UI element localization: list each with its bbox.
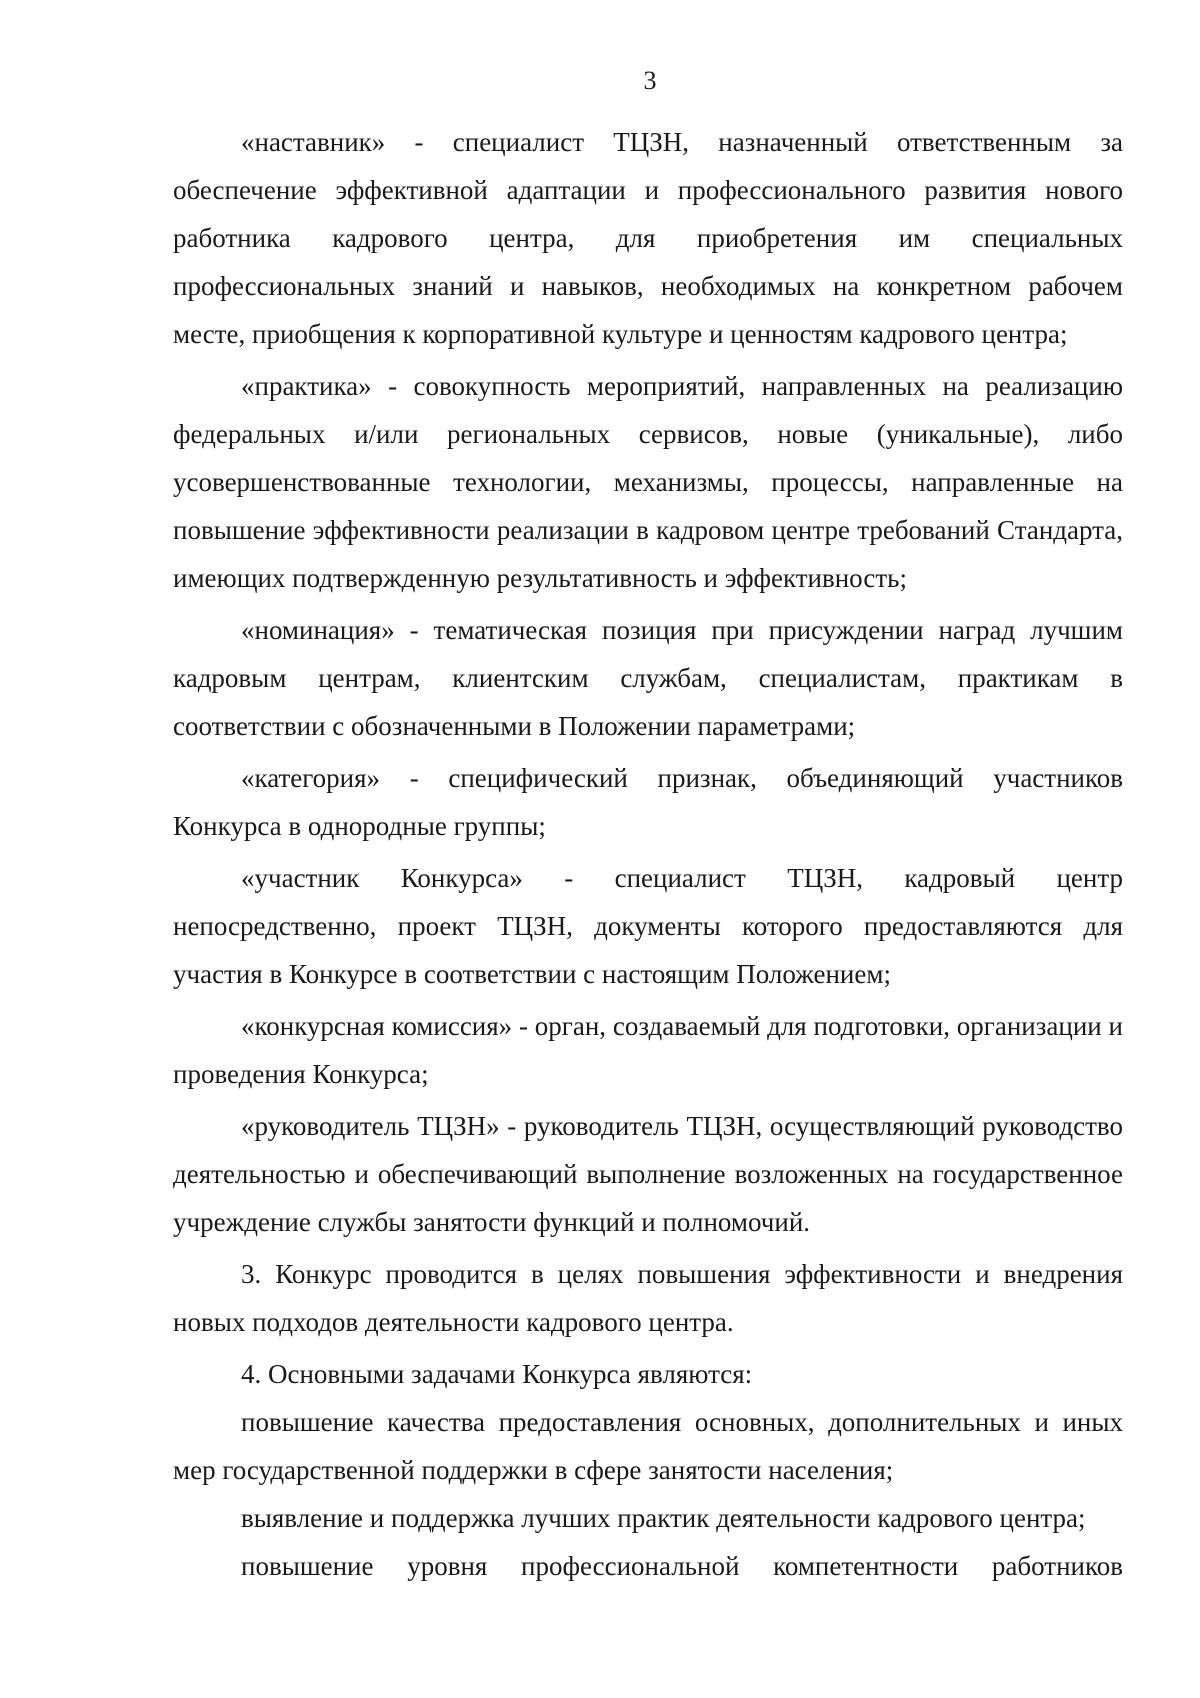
task-quality-improvement: повышение качества предоставления основных, дополнительных и иных мер государственной поддержки в сфере занятости населения; [173, 1407, 1123, 1485]
task-competence: повышение уровня профессиональной компетентности работников [241, 1551, 1123, 1581]
definition-head: «руководитель ТЦЗН» - руководитель ТЦЗН, осуществляющий руководство деятельностью и обеспечивающий выполнение возложенных на государственное учреждение службы занятости функций и полномочий. [173, 1111, 1123, 1237]
definition-participant: «участник Конкурса» - специалист ТЦЗН, кадровый центр непосредственно, проект ТЦЗН, документы которого предоставляются для участия в Конкурсе в соответствии с настоящим Положением; [173, 863, 1123, 989]
task-best-practices: выявление и поддержка лучших практик деятельности кадрового центра; [241, 1503, 1086, 1533]
document-body [173, 118, 1123, 1590]
definition-category: «категория» - специфический признак, объединяющий участников Конкурса в однородные группы; [173, 763, 1123, 841]
page-number: 3 [643, 66, 657, 95]
definition-commission: «конкурсная комиссия» - орган, создаваемый для подготовки, организации и проведения Конкурса; [173, 1011, 1123, 1089]
definition-practice: «практика» - совокупность мероприятий, направленных на реализацию федеральных и/или региональных сервисов, новые (уникальные), либо усовершенствованные технологии, механизмы, процессы, направленные на повышение эффективности реализации в кадровом центре требований Стандарта, имеющих подтвержденную результативность и эффективность; [173, 371, 1123, 593]
clause-4-tasks-heading: 4. Основными задачами Конкурса являются: [241, 1359, 753, 1389]
definition-nomination: «номинация» - тематическая позиция при присуждении наград лучшим кадровым центрам, клиентским службам, специалистам, практикам в соответствии с обозначенными в Положении параметрами; [173, 615, 1123, 741]
definition-mentor: «наставник» - специалист ТЦЗН, назначенный ответственным за обеспечение эффективной адаптации и профессионального развития нового работника кадрового центра, для приобретения им специальных профессиональных знаний и навыков, необходимых на конкретном рабочем месте, приобщения к корпоративной культуре и ценностям кадрового центра; [173, 127, 1123, 349]
clause-3-goal: 3. Конкурс проводится в целях повышения эффективности и внедрения новых подходов деятельности кадрового центра. [173, 1259, 1123, 1337]
